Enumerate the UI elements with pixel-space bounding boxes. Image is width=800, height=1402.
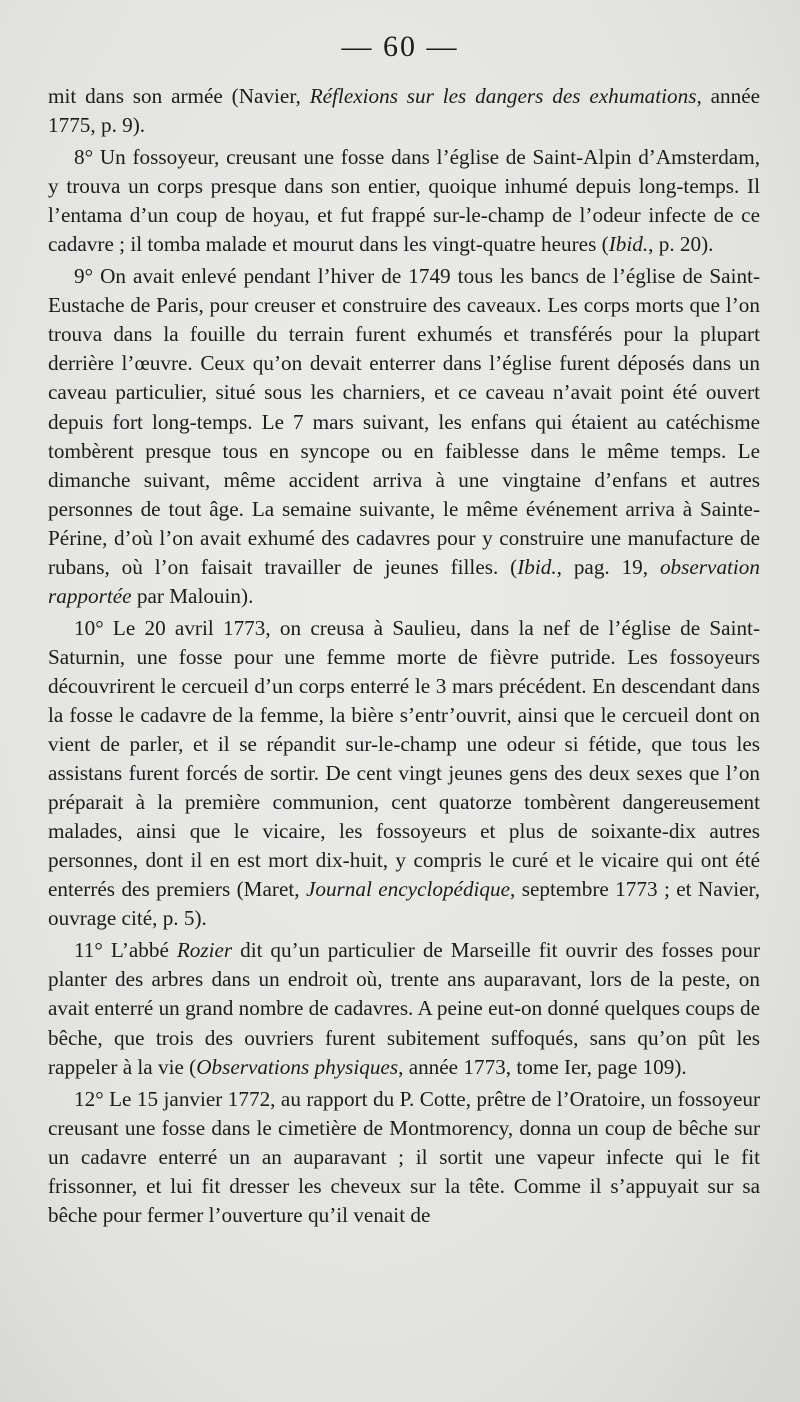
italic-ref: Ibid.: [608, 232, 649, 257]
page-number: — 60 —: [341, 30, 459, 63]
italic-name: Rozier: [176, 938, 233, 963]
text-segment: par Malouin).: [131, 583, 254, 608]
text-segment: 8° Un fossoyeur, creusant une fosse dans l’église de Saint-Alpin d’Amsterdam, y trouva un corps presque dans son entier, quoique inhumé depuis long-temps. Il l’entama d’un coup de hoyau, et fut frappé sur-le-champ de l’odeur infecte de ce cadavre ; il tomba malade et mourut dans les vingt-quatre heures (: [48, 145, 760, 257]
paragraph-12: [48, 1085, 760, 1230]
text-segment: dit qu’un particulier de Marseille fit ouvrir des fosses pour planter des arbres dans un endroit où, trente ans auparavant, lors de la peste, on avait enterré un grand nombre de cadavres. A peine eut-on donné quelques coups de bêche, que trois des ouvriers furent subitement suffoqués, sans qu’on pût les rappeler à la vie (: [48, 938, 761, 1079]
italic-title: Observations physiques: [196, 1054, 399, 1079]
body-text: [48, 82, 760, 1230]
text-segment: 11° L’abbé: [74, 938, 177, 963]
text-segment: , septembre 1773 ; et Navier, ouvrage cité, p. 5).: [48, 877, 761, 931]
paragraph-8: [48, 143, 760, 259]
text-segment: 9° On avait enlevé pendant l’hiver de 1749 tous les bancs de l’église de Saint-Eustache de Paris, pour creuser et construire des caveaux. Les corps morts que l’on trouva dans la fouille du terrain furent exhumés et transférés pour la plupart derrière l’œuvre. Ceux qu’on devait enterrer dans l’église furent déposés dans un caveau particulier, situé sous les charniers, et ce caveau n’avait point été ouvert depuis fort long-temps. Le 7 mars suivant, les enfans qui étaient au catéchisme tombèrent presque tous en syncope ou en faiblesse dans le même temps. Le dimanche suivant, même accident arriva à une vingtaine d’enfans et autres personnes de tout âge. La semaine suivante, le même événement arriva à Sainte-Périne, d’où l’on avait exhumé des cadavres pour y construire une manufacture de rubans, où l’on faisait travailler de jeunes filles. (: [48, 264, 760, 579]
text-segment: , p. 20).: [648, 232, 714, 257]
paragraph-10: [48, 614, 760, 934]
text-segment: 10° Le 20 avril 1773, on creusa à Saulieu, dans la nef de l’église de Saint-Saturnin, une fosse pour une femme morte de fièvre putride. Les fossoyeurs découvrirent le cercueil d’un corps enterré le 3 mars précédent. En descendant dans la fosse le cadavre de la femme, la bière s’entr’ouvrit, ainsi que le cercueil dont on vient de parler, et il se répandit sur-le-champ une odeur si fétide, que tous les assistans furent forcés de sortir. De cent vingt jeunes gens des deux sexes que l’on préparait à la première communion, cent quatorze tombèrent dangereusement malades, ainsi que le vicaire, les fossoyeurs et plus de soixante-dix autres personnes, dont il en est mort dix-huit, y compris le curé et le vicaire qui ont été enterrés des premiers (Maret,: [48, 615, 760, 902]
paragraph-9: [48, 262, 760, 611]
italic-title: Réflexions sur les dangers des exhumations: [309, 84, 697, 108]
text-segment: , pag. 19,: [556, 554, 660, 579]
italic-phrase: observation rapportée: [48, 554, 760, 608]
text-segment: , année 1775, p. 9).: [48, 84, 761, 138]
text-segment: 12° Le 15 janvier 1772, au rapport du P. Cotte, prêtre de l’Oratoire, un fossoyeur creusant une fosse dans le cimetière de Montmorency, donna un coup de bêche sur un cadavre enterré un an auparavant ; il sortit une vapeur infecte qui le fit frissonner, et lui fit dresser les cheveux sur la tête. Comme il s’appuyait sur sa bêche pour fermer l’ouverture qu’il venait de: [48, 1086, 760, 1227]
italic-ref: Ibid.: [517, 554, 557, 579]
text-segment: , année 1773, tome Ier, page 109).: [398, 1054, 687, 1079]
text-segment: mit dans son armée (Navier,: [48, 84, 310, 108]
paragraph-11: [48, 936, 760, 1081]
italic-title: Journal encyclopédique: [305, 877, 511, 902]
paragraph-continuation: [48, 82, 760, 140]
